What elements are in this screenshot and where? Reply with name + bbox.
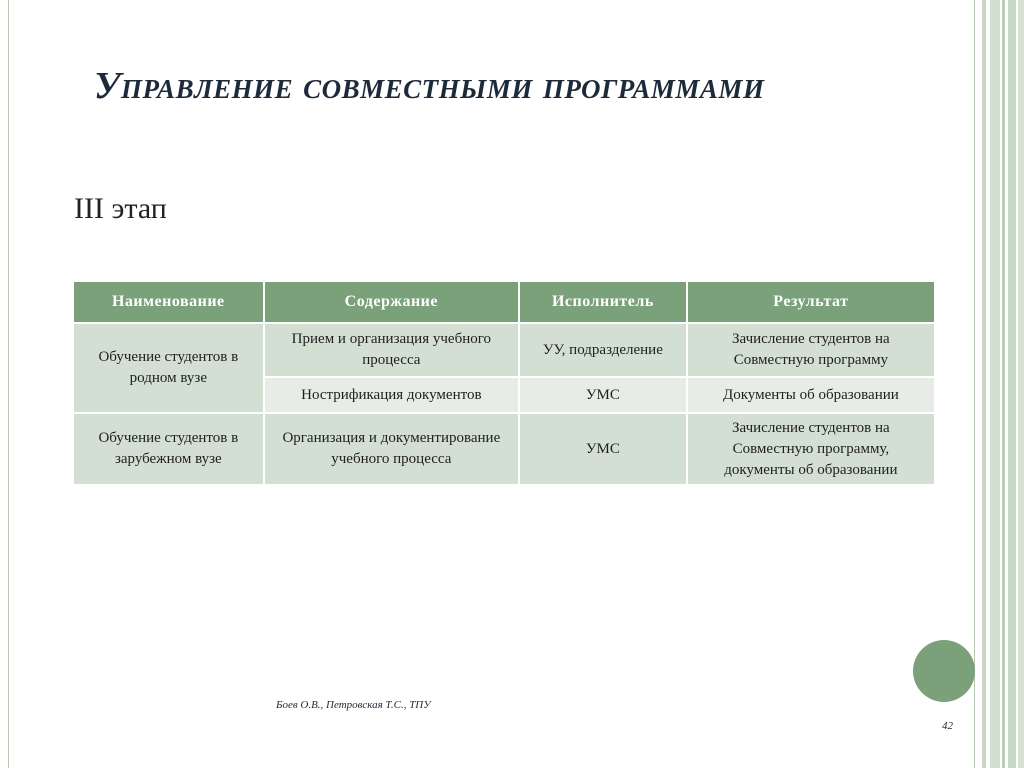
executor-cell: УМС bbox=[519, 377, 687, 413]
stage-label: III этап bbox=[74, 192, 167, 225]
footer-authors: Боев О.В., Петровская Т.С., ТПУ bbox=[276, 699, 431, 711]
group-name-cell: Обучение студентов в зарубежном вузе bbox=[73, 413, 264, 485]
table-header-row bbox=[73, 281, 935, 323]
table-row bbox=[73, 413, 935, 485]
decorative-stripes bbox=[974, 0, 1024, 768]
program-table bbox=[72, 280, 936, 486]
group-name-cell: Обучение студентов в родном вузе bbox=[73, 323, 264, 413]
left-frame-line bbox=[8, 0, 9, 768]
result-cell: Зачисление студентов на Совместную программу bbox=[687, 323, 935, 377]
executor-cell: УМС bbox=[519, 413, 687, 485]
executor-cell: УУ, подразделение bbox=[519, 323, 687, 377]
header-content: Содержание bbox=[264, 281, 519, 323]
content-cell: Нострификация документов bbox=[264, 377, 519, 413]
content-cell: Прием и организация учебного процесса bbox=[264, 323, 519, 377]
page-number: 42 bbox=[942, 720, 953, 732]
header-executor: Исполнитель bbox=[519, 281, 687, 323]
result-cell: Зачисление студентов на Совместную программу, документы об образовании bbox=[687, 413, 935, 485]
decorative-circle bbox=[913, 640, 975, 702]
table-row bbox=[73, 323, 935, 377]
slide-title: Управление совместными программами bbox=[94, 65, 765, 107]
content-cell: Организация и документирование учебного процесса bbox=[264, 413, 519, 485]
header-result: Результат bbox=[687, 281, 935, 323]
header-name: Наименование bbox=[73, 281, 264, 323]
result-cell: Документы об образовании bbox=[687, 377, 935, 413]
